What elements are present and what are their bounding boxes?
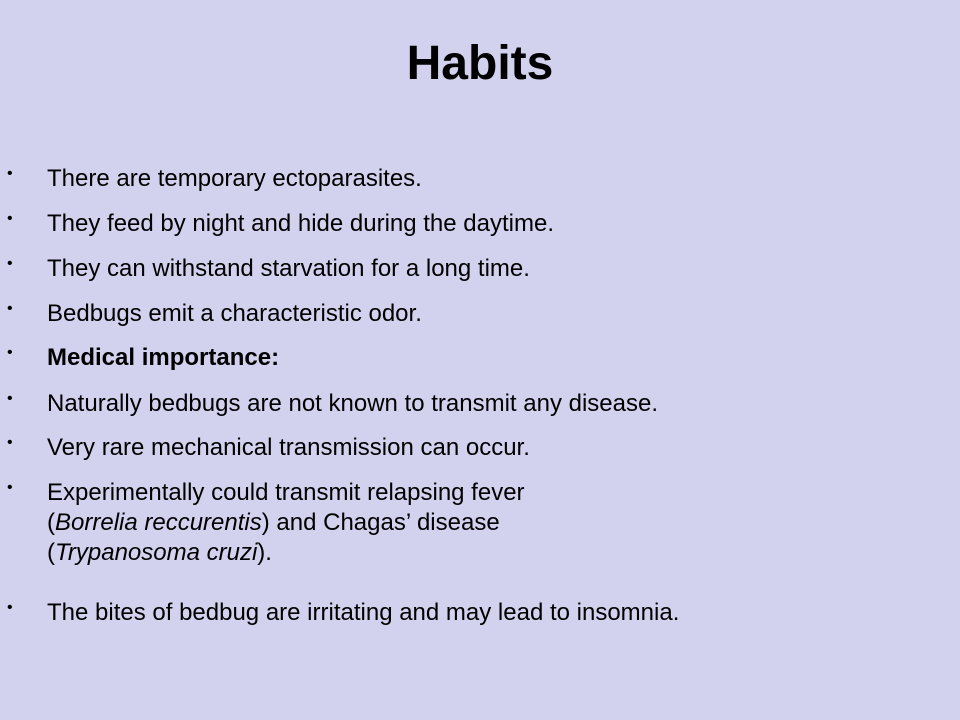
bullet-line-1: Experimentally could transmit relapsing fever <box>47 479 525 506</box>
bullet-text: Bedbugs emit a characteristic odor. <box>47 300 422 327</box>
bullet-text: The bites of bedbug are irritating and may lead to insomnia. <box>47 599 680 626</box>
medical-importance-heading: Medical importance: <box>47 344 280 371</box>
bullet-dot-icon: • <box>7 599 13 616</box>
bullet-text <box>47 478 927 568</box>
bullet-text: There are temporary ectoparasites. <box>47 165 422 192</box>
bullet-line-2-rest: ) and Chagas’ disease <box>261 509 500 536</box>
bullet-dot-icon: • <box>7 255 13 272</box>
paren-open-2: ( <box>47 539 55 566</box>
bullet-text: They can withstand starvation for a long time. <box>47 255 530 282</box>
bullet-dot-icon: • <box>7 479 13 496</box>
bullet-dot-icon: • <box>7 210 13 227</box>
bullet-text: They feed by night and hide during the daytime. <box>47 210 554 237</box>
bullet-dot-icon: • <box>7 344 13 361</box>
bullet-text: Naturally bedbugs are not known to transmit any disease. <box>47 390 659 417</box>
bullet-dot-icon: • <box>7 300 13 317</box>
slide-title: Habits <box>406 37 554 90</box>
paren-close-2: ). <box>257 539 272 566</box>
bullet-text: Very rare mechanical transmission can occur. <box>47 434 530 461</box>
species-name-borrelia: Borrelia reccurentis <box>55 509 262 536</box>
bullet-dot-icon: • <box>7 434 13 451</box>
bullet-dot-icon: • <box>7 165 13 182</box>
paren-open-1: ( <box>47 509 55 536</box>
bullet-dot-icon: • <box>7 390 13 407</box>
species-name-trypanosoma: Trypanosoma cruzi <box>55 539 258 566</box>
